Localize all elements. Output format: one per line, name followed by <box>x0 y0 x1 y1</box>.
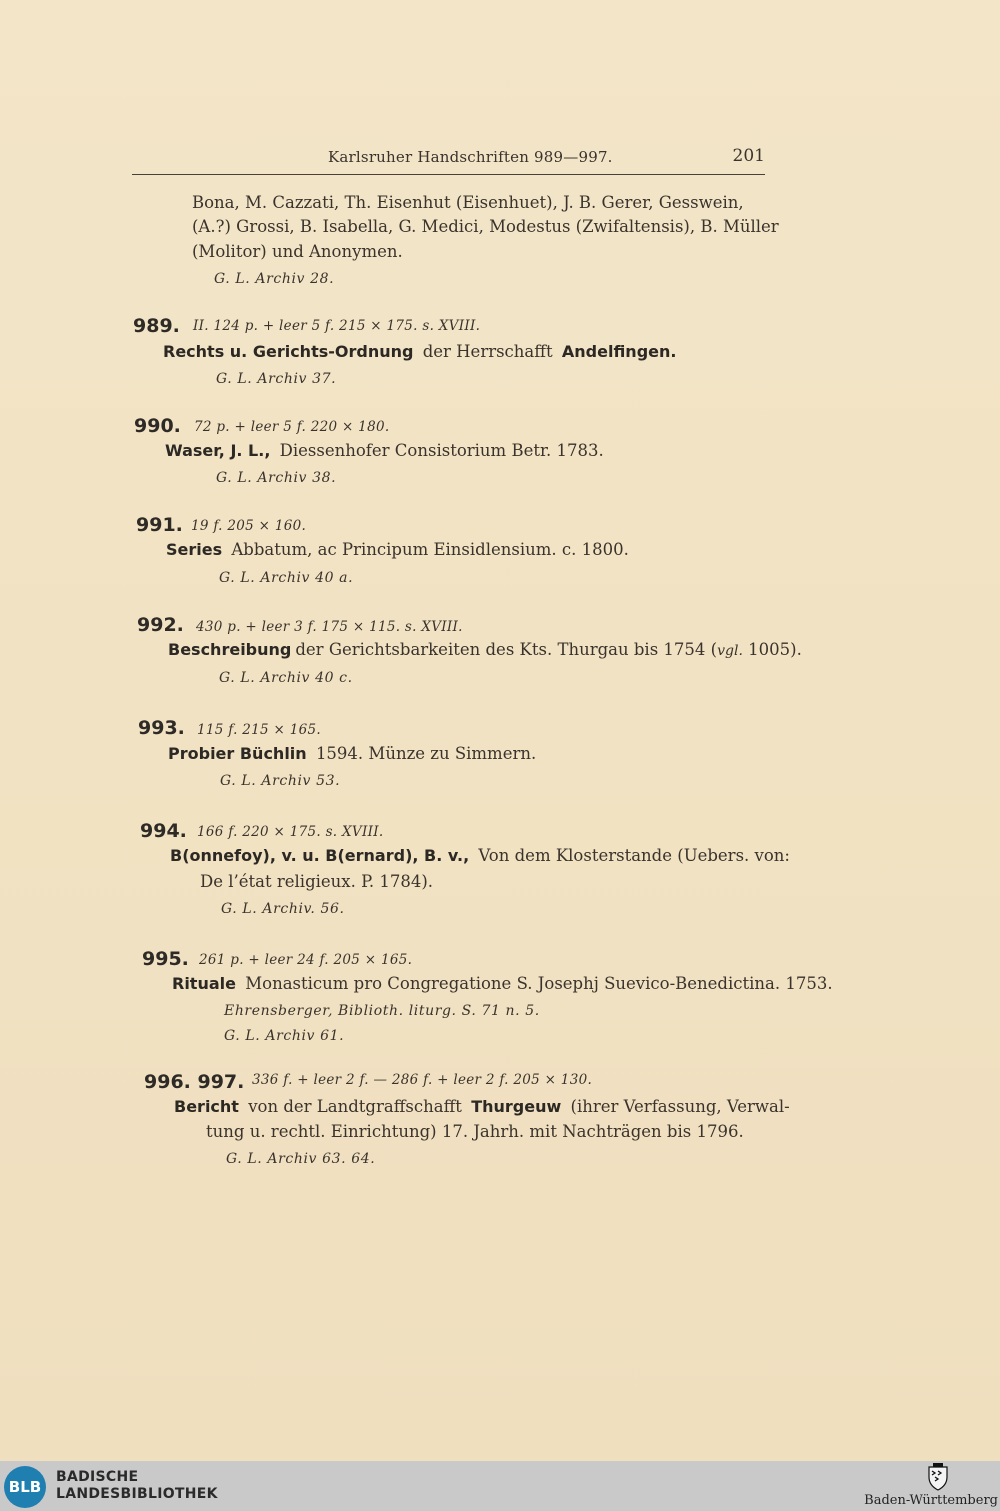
page-header <box>132 146 765 175</box>
entry-literature-995: Ehrensberger, Biblioth. liturg. S. 71 n. 5. <box>224 1003 540 1019</box>
page-number: 201 <box>732 146 765 166</box>
title-end: 1005). <box>742 640 802 659</box>
intro-line-1: Bona, M. Cazzati, Th. Eisenhut (Eisenhuet), J. B. Gerer, Gesswein, <box>192 193 744 212</box>
title-rest: Von dem Klosterstande (Uebers. von: <box>478 846 790 865</box>
entry-meta-991: 19 f. 205 × 160. <box>191 518 307 534</box>
title-mid: der Herrschafft <box>422 342 553 361</box>
title-rest: Diessenhofer Consistorium Betr. 1783. <box>279 441 604 460</box>
entry-title-993 <box>168 744 536 763</box>
entry-title-996-997-line-2: tung u. rechtl. Einrichtung) 17. Jahrh. mit Nachträgen bis 1796. <box>206 1122 744 1141</box>
title-bold: Probier Büchlin <box>168 744 307 763</box>
entry-number-993: 993. <box>138 717 185 739</box>
entry-ref-991: G. L. Archiv 40 a. <box>219 570 354 586</box>
title-rest: Abbatum, ac Principum Einsidlensium. c. 1800. <box>231 540 629 559</box>
entry-title-994 <box>170 846 790 865</box>
title-bold: Series <box>166 540 223 559</box>
title-bold: Rechts u. Gerichts-Ordnung <box>163 342 414 361</box>
title-bold: Waser, J. L., <box>165 441 271 460</box>
entry-ref-993: G. L. Archiv 53. <box>220 773 341 789</box>
entry-title-989 <box>163 342 676 361</box>
intro-line-2: (A.?) Grossi, B. Isabella, G. Medici, Modestus (Zwifaltensis), B. Müller <box>192 217 779 236</box>
entry-meta-990: 72 p. + leer 5 f. 220 × 180. <box>194 419 390 435</box>
entry-ref-989: G. L. Archiv 37. <box>216 371 337 387</box>
entry-meta-989: II. 124 p. + leer 5 f. 215 × 175. s. XVIII. <box>193 318 481 334</box>
title-mid: von der Landtgraffschafft <box>248 1097 462 1116</box>
title-bold-place: Andelfingen. <box>561 342 677 361</box>
entry-meta-993: 115 f. 215 × 165. <box>197 722 321 738</box>
entry-title-992 <box>168 640 802 659</box>
footer-bar <box>0 1461 1000 1511</box>
library-name-line-2: LANDESBIBLIOTHEK <box>56 1486 218 1502</box>
title-bold: Bericht <box>174 1097 239 1116</box>
entry-number-995: 995. <box>142 948 189 970</box>
title-bold-place: Thurgeuw <box>471 1097 562 1116</box>
entry-number-996-997: 996. 997. <box>144 1071 245 1093</box>
library-name-line-1: BADISCHE <box>56 1469 139 1485</box>
blb-logo[interactable]: BLB <box>4 1466 46 1508</box>
entry-meta-992: 430 p. + leer 3 f. 175 × 115. s. XVIII. <box>196 619 463 635</box>
intro-line-3: (Molitor) und Anonymen. <box>192 242 403 261</box>
entry-meta-995: 261 p. + leer 24 f. 205 × 165. <box>199 952 413 968</box>
state-label: Baden-Württemberg <box>864 1493 998 1508</box>
title-italic: vgl. <box>717 643 743 659</box>
entry-ref-996-997: G. L. Archiv 63. 64. <box>226 1151 376 1167</box>
entry-ref-992: G. L. Archiv 40 c. <box>219 670 353 686</box>
entry-number-992: 992. <box>137 614 184 636</box>
running-title: Karlsruher Handschriften 989—997. <box>328 148 613 166</box>
title-bold: B(onnefoy), v. u. B(ernard), B. v., <box>170 846 470 865</box>
entry-ref-990: G. L. Archiv 38. <box>216 470 337 486</box>
title-bold: Rituale <box>172 974 236 993</box>
entry-meta-994: 166 f. 220 × 175. s. XVIII. <box>197 824 384 840</box>
intro-reference: G. L. Archiv 28. <box>214 271 335 287</box>
entry-meta-996-997: 336 f. + leer 2 f. — 286 f. + leer 2 f. 205 × 130. <box>252 1072 593 1088</box>
entry-title-991 <box>166 540 629 559</box>
title-rest: der Gerichtsbarkeiten des Kts. Thurgau bis 1754 ( <box>295 640 718 659</box>
title-bold: Beschreibung <box>168 640 292 659</box>
title-rest: Monasticum pro Congregatione S. Josephj Suevico-Benedictina. 1753. <box>245 974 833 993</box>
entry-number-989: 989. <box>133 315 180 337</box>
entry-title-994-line-2: De l’état religieux. P. 1784). <box>200 872 434 891</box>
coat-of-arms-icon <box>926 1462 950 1492</box>
entry-number-994: 994. <box>140 820 187 842</box>
entry-ref-994: G. L. Archiv. 56. <box>221 901 345 917</box>
entry-title-996-997 <box>174 1097 790 1116</box>
entry-number-990: 990. <box>134 415 181 437</box>
title-rest: 1594. Münze zu Simmern. <box>315 744 537 763</box>
entry-title-990 <box>165 441 604 460</box>
entry-number-991: 991. <box>136 514 183 536</box>
entry-ref-995: G. L. Archiv 61. <box>224 1028 345 1044</box>
library-name[interactable] <box>56 1469 218 1503</box>
entry-title-995 <box>172 974 833 993</box>
title-rest: (ihrer Verfassung, Verwal- <box>570 1097 790 1116</box>
